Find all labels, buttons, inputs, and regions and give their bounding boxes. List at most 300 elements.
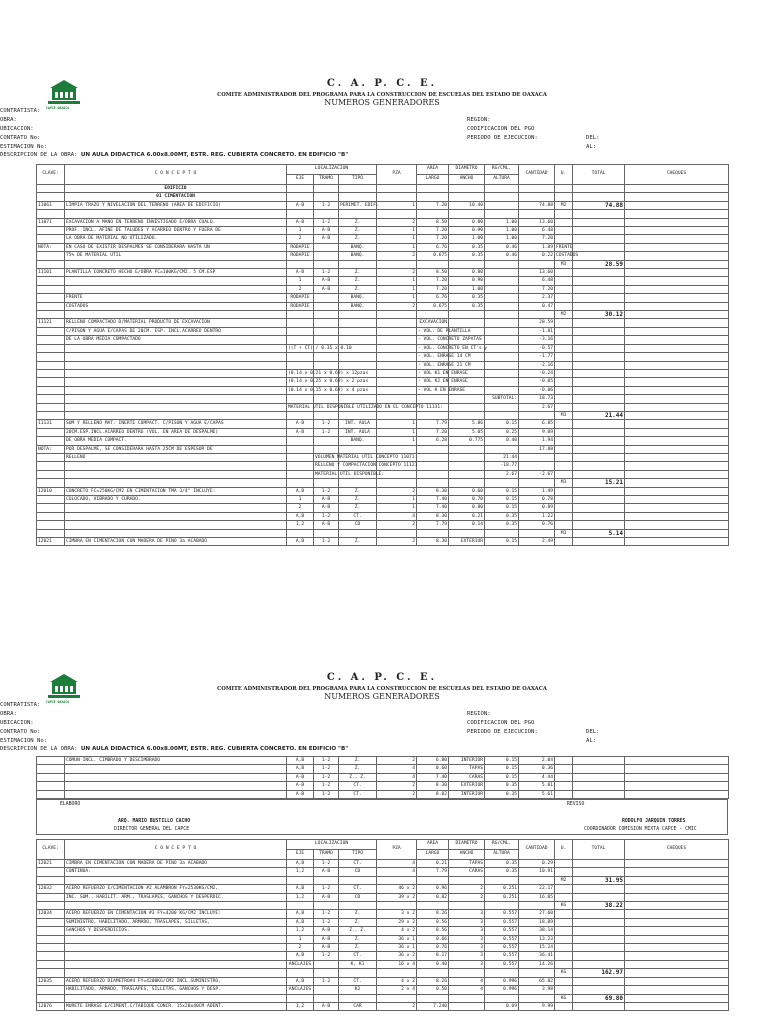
cell-altura: 0.557 [485, 935, 519, 943]
cell-cheques [625, 994, 729, 1002]
cell-cantidad: 0.47 [519, 302, 555, 310]
cell-cheques [625, 529, 729, 537]
cell-u [555, 193, 573, 201]
table-row [37, 285, 729, 293]
cell-tramo: 1-2 [314, 885, 339, 893]
cell-ancho: 3 [449, 935, 485, 943]
cell-total [573, 269, 625, 277]
cell-concepto: LIMPIA TRAZO Y NIVELACION DEL TERRENO (AREA DE EDIFICIO) [65, 201, 287, 209]
col-rg-2: RG/CML. [485, 840, 519, 850]
cell-concepto: RELLENO COMPACTADO D/MATERIAL PRODUCTO DE EXCAVACION [65, 319, 287, 327]
cell-u [555, 521, 573, 529]
cell-clave [37, 193, 65, 201]
cell-pza [377, 311, 417, 319]
cell-largo [417, 969, 449, 977]
cell-pza: 36 x 1 [377, 935, 417, 943]
cell-u [555, 327, 573, 335]
doc-title: NUMEROS GENERADORES [324, 98, 440, 107]
cell-concepto: PROF. INCL. AFINE DE TALUDES Y ACARREO DENTRO Y FUERA DE [65, 227, 287, 235]
cell-pza: 4 x 2 [377, 927, 417, 935]
cell-cheques [625, 353, 729, 361]
cell-altura [485, 479, 519, 487]
cell-eje: RODAPIE [287, 243, 314, 251]
cell-concepto [65, 353, 287, 361]
cell-largo: 7.20 [417, 201, 449, 209]
cell-cheques [625, 395, 729, 403]
cell-largo: 8.26 [417, 977, 449, 985]
cell-concepto [65, 403, 287, 411]
field-region: REGION: [467, 117, 491, 123]
cell-largo [417, 411, 449, 419]
cell-pza: 1 [377, 294, 417, 302]
cell-altura [485, 378, 519, 386]
cell-clave [37, 260, 65, 268]
cell-clave [37, 512, 65, 520]
cell-concepto [65, 361, 287, 369]
cell-eje [287, 336, 314, 344]
cell-clave: 11071 [37, 218, 65, 226]
cell-clave [37, 227, 65, 235]
cell-cantidad [519, 185, 555, 193]
cell-tipo: Z. [339, 285, 377, 293]
desc-label-2: DESCRIPCION DE LA OBRA: [0, 746, 78, 752]
cell-cheques [625, 893, 729, 901]
cell-eje [287, 470, 314, 478]
cell-eje: A,B [287, 977, 314, 985]
col-cheques-2: CHEQUES [625, 840, 729, 860]
cell-tipo: Z. [339, 487, 377, 495]
cell-tipo: Z. [339, 757, 377, 765]
cell-tipo: K, K1 [339, 960, 377, 968]
cell-largo: 7.79 [417, 868, 449, 876]
cell-concepto [65, 369, 287, 377]
cell-ancho: INTERIOR [449, 757, 485, 765]
cell-clave [37, 782, 65, 790]
cell-cantidad: 18.09 [519, 918, 555, 926]
cell-altura [485, 201, 519, 209]
cell-u [555, 294, 573, 302]
cell-clave: 11131 [37, 420, 65, 428]
cell-eje: A,B [287, 765, 314, 773]
cell-largo: 8.02 [417, 790, 449, 798]
cell-pza: 2 [377, 521, 417, 529]
cell-cantidad: 0.29 [519, 860, 555, 868]
cell-cantidad [519, 529, 555, 537]
cell-clave [37, 395, 65, 403]
field-estimacion: ESTIMACION No: [0, 144, 48, 150]
cell-cheques [625, 269, 729, 277]
cell-clave [37, 361, 65, 369]
cell-ancho: 0.775 [449, 437, 485, 445]
cell-altura: 0.557 [485, 918, 519, 926]
cell-tipo [339, 994, 377, 1002]
cell-clave [37, 757, 65, 765]
cell-largo: 0.675 [417, 302, 449, 310]
cell-u [555, 512, 573, 520]
cell-clave [37, 765, 65, 773]
cell-u [555, 453, 573, 461]
cell-eje: A-B [287, 782, 314, 790]
table-row [37, 910, 729, 918]
cell-u [555, 403, 573, 411]
cell-concepto: ACERO REFUERZO EN CIMENTACION #3 FY=4200 KG/CM2 INCLUYE: [65, 910, 287, 918]
cell-pza: 2 [377, 757, 417, 765]
cell-pza: 1 [377, 235, 417, 243]
cell-largo: 7.20 [417, 277, 449, 285]
cell-cheques [625, 935, 729, 943]
cell-clave: 11061 [37, 201, 65, 209]
col-cantidad-2: CANTIDAD [519, 840, 555, 860]
cell-pza: 2 [377, 782, 417, 790]
cell-cantidad: 5.61 [519, 790, 555, 798]
table-row [37, 269, 729, 277]
cell-tramo [314, 479, 339, 487]
cell-cheques [625, 944, 729, 952]
cell-concepto: INC. SUM., HABILIT. ARM., TRASLAPES, GANCHOS Y DESPERDIC. [65, 893, 287, 901]
cell-u [555, 960, 573, 968]
cell-concepto [65, 512, 287, 520]
cell-tramo [314, 994, 339, 1002]
cell-tramo: A-B [314, 935, 339, 943]
cell-clave [37, 235, 65, 243]
field-del-2: DEL: [586, 729, 600, 735]
cell-altura [485, 193, 519, 201]
cell-u [555, 782, 573, 790]
cell-concepto [65, 782, 287, 790]
cell-eje: A-B [287, 428, 314, 436]
table-row [37, 369, 729, 377]
cell-cantidad: 18.73 [519, 395, 555, 403]
cell-u: M3 [555, 529, 573, 537]
cell-concepto [65, 285, 287, 293]
cell-cantidad: 7.20 [519, 285, 555, 293]
cell-u [555, 910, 573, 918]
cell-ancho [449, 210, 485, 218]
cell-pza: 29 x 2 [377, 918, 417, 926]
col-total: TOTAL [573, 165, 625, 185]
cell-clave [37, 952, 65, 960]
cell-cantidad [519, 411, 555, 419]
cell-ancho: 0.90 [449, 277, 485, 285]
cell-concepto: C/PISON Y AGUA E/CAPAS DE 20CM. ESP. INCL.ACARREO DENTRO [65, 327, 287, 335]
cell-cheques [625, 437, 729, 445]
cell-ancho [449, 185, 485, 193]
cell-clave [37, 504, 65, 512]
cell-tipo: BANQ. [339, 302, 377, 310]
cell-eje: A-B [287, 218, 314, 226]
col-pza: PZA [377, 165, 417, 185]
cell-altura: 0.69 [485, 1002, 519, 1010]
cell-cheques [625, 470, 729, 478]
col-tipo-2: TIPO [339, 850, 377, 860]
cell-altura [485, 210, 519, 218]
cell-concepto: EDIFICIO [65, 185, 287, 193]
cell-tipo [339, 479, 377, 487]
cell-cheques [625, 977, 729, 985]
table-row [37, 277, 729, 285]
cell-largo: 0.675 [417, 252, 449, 260]
cell-altura: 1.00 [485, 235, 519, 243]
cell-eje [287, 411, 314, 419]
table-row [37, 462, 729, 470]
cell-pza [377, 994, 417, 1002]
cell-clave [37, 277, 65, 285]
cell-u [555, 977, 573, 985]
cell-cheques [625, 790, 729, 798]
cell-largo: 6.80 [417, 757, 449, 765]
cell-clave [37, 437, 65, 445]
cell-u [555, 437, 573, 445]
cell-ancho [449, 411, 485, 419]
cell-altura: 2.67 [485, 470, 519, 478]
cell-tramo: 1-2 [314, 218, 339, 226]
table-row [37, 977, 729, 985]
cell-tipo: Z. [339, 765, 377, 773]
cell-cheques [625, 479, 729, 487]
cell-total [573, 910, 625, 918]
cell-altura: 0.35 [485, 860, 519, 868]
cell-ancho: 4 [449, 986, 485, 994]
cell-largo: - VOL. CONCRETO EN CT's y [418, 345, 488, 351]
cell-tipo [339, 319, 377, 327]
cell-pza: 4 [377, 512, 417, 520]
cell-u [555, 336, 573, 344]
cell-concepto [65, 210, 287, 218]
cell-cantidad: -1.81 [519, 327, 555, 335]
cell-u: KG [555, 902, 573, 910]
cell-pza [377, 411, 417, 419]
cell-cheques [625, 927, 729, 935]
cell-tipo: Z. [339, 227, 377, 235]
field-contrato: CONTRATO No: [0, 135, 41, 141]
cell-ancho: 4 [449, 977, 485, 985]
cell-eje: A-B [287, 420, 314, 428]
cell-cantidad: 3.98 [519, 986, 555, 994]
cell-eje: RODAPIE [287, 302, 314, 310]
cell-cantidad [519, 311, 555, 319]
cell-pza: 16 x 4 [377, 960, 417, 968]
desc-value-2: UN AULA DIDACTICA 6.00x8.00MT, ESTR. REG. CUBIERTA CONCRETO. EN EDIFICIO "B" [80, 746, 349, 752]
cell-eje: 1 [287, 277, 314, 285]
cell-cantidad [519, 453, 555, 461]
cell-cheques [625, 868, 729, 876]
cell-pza: 1 [377, 437, 417, 445]
cell-tramo [314, 445, 339, 453]
cell-largo: 7.40 [417, 773, 449, 781]
cell-ancho [449, 470, 485, 478]
cell-eje: 1,2 [287, 868, 314, 876]
cell-cantidad: 2.37 [519, 294, 555, 302]
table-row [37, 521, 729, 529]
cell-tramo: A-B [314, 868, 339, 876]
cell-cheques [625, 311, 729, 319]
cell-cheques [625, 378, 729, 386]
cell-altura [485, 353, 519, 361]
cell-total [573, 294, 625, 302]
cell-ancho [449, 319, 485, 327]
cell-largo: 8.17 [417, 952, 449, 960]
cell-cantidad: 5.81 [519, 782, 555, 790]
cell-altura: 0.996 [485, 986, 519, 994]
cell-largo [417, 529, 449, 537]
cell-cantidad: 1.09 [519, 243, 555, 251]
cell-total [573, 344, 625, 352]
cell-pza [377, 378, 417, 386]
cell-eje: A-B [287, 201, 314, 209]
cell-clave [37, 986, 65, 994]
cell-concepto: EXCAVACION A MANO EN TERRENO INVESTIGADO E/OBRA CUALQ. [65, 218, 287, 226]
col-area-2: AREA [417, 840, 449, 850]
cell-cantidad: 17.88 [519, 445, 555, 453]
cell-tramo: A-B [314, 521, 339, 529]
cell-clave: 11101 [37, 269, 65, 277]
cell-cheques [625, 960, 729, 968]
cell-eje [287, 453, 314, 461]
cell-total [573, 893, 625, 901]
cell-concepto [65, 344, 287, 352]
cell-clave [37, 935, 65, 943]
cell-total [573, 944, 625, 952]
cell-concepto: COSTADOS [65, 302, 287, 310]
col-cantidad: CANTIDAD [519, 165, 555, 185]
cell-clave [37, 353, 65, 361]
cell-cheques [625, 782, 729, 790]
cell-total [573, 453, 625, 461]
cell-tipo: CT. [339, 512, 377, 520]
cell-concepto: FRENTE [65, 294, 287, 302]
cell-u [555, 378, 573, 386]
cell-altura: 0.557 [485, 944, 519, 952]
cell-cantidad: 10.91 [519, 868, 555, 876]
cell-tramo [314, 243, 339, 251]
cell-altura [485, 361, 519, 369]
cell-u [555, 504, 573, 512]
cell-pza [377, 876, 417, 884]
cell-total [573, 773, 625, 781]
cell-cheques [625, 765, 729, 773]
cell-pza [377, 369, 417, 377]
cell-ancho [449, 403, 485, 411]
sig-right-title: COORDINADOR COMISION MIXTA CAPCE - CMIC [584, 827, 697, 832]
table-row [37, 512, 729, 520]
table-row [37, 994, 729, 1002]
cell-clave [37, 311, 65, 319]
cell-clave: 11121 [37, 319, 65, 327]
cell-concepto: EN CASO DE EXISTIR DESPALMES SE CONSIDERARA HASTA UN [65, 243, 287, 251]
cell-cheques [625, 277, 729, 285]
cell-total [573, 757, 625, 765]
cell-pza: 2 [377, 487, 417, 495]
cell-u [555, 361, 573, 369]
cell-eje [287, 185, 314, 193]
cell-cantidad: 22.17 [519, 885, 555, 893]
cell-ancho: 0.90 [449, 227, 485, 235]
col-clave: CLAVE: [37, 165, 65, 185]
cell-largo: 8.30 [417, 512, 449, 520]
table-row [37, 193, 729, 201]
cell-largo: 0.82 [417, 893, 449, 901]
cell-ancho [449, 193, 485, 201]
cell-pza [377, 260, 417, 268]
cell-ancho [449, 462, 485, 470]
cell-pza [377, 902, 417, 910]
table-row [37, 935, 729, 943]
cell-largo: - VOL. ENRASE 14 CM [418, 354, 471, 360]
cell-altura: 0.15 [485, 773, 519, 781]
cell-clave [37, 790, 65, 798]
cell-clave [37, 529, 65, 537]
table-row [37, 428, 729, 436]
cell-total [573, 235, 625, 243]
table-row [37, 252, 729, 260]
cell-cheques [625, 885, 729, 893]
col-clave-2: CLAVE: [37, 840, 65, 860]
cell-pza: 1 [377, 243, 417, 251]
cell-altura: 0.35 [485, 512, 519, 520]
cell-tipo [339, 260, 377, 268]
cell-total [573, 462, 625, 470]
cell-total [573, 496, 625, 504]
cell-ancho: TAPAS [449, 860, 485, 868]
cell-clave [37, 868, 65, 876]
table-row [37, 868, 729, 876]
cell-tramo [314, 252, 339, 260]
cell-clave [37, 210, 65, 218]
cell-eje: A,B [287, 885, 314, 893]
cell-eje [287, 994, 314, 1002]
cell-clave [37, 344, 65, 352]
cell-clave [37, 876, 65, 884]
cell-cantidad [519, 876, 555, 884]
cell-pza: 2 [377, 302, 417, 310]
table-row [37, 790, 729, 798]
cell-tipo: Z. [339, 277, 377, 285]
cell-cheques [625, 910, 729, 918]
table-row [37, 395, 729, 403]
cell-total: 38.22 [573, 902, 625, 910]
table-row [37, 927, 729, 935]
cell-tipo: Z. [339, 504, 377, 512]
cell-ancho: 0.21 [449, 512, 485, 520]
col-rg: RG/CML. [485, 165, 519, 175]
col-tramo-2: TRAMO [314, 850, 339, 860]
cell-concepto [65, 952, 287, 960]
cell-largo: 0.21 [417, 860, 449, 868]
cell-concepto: GANCHOS Y DESPERDICIOS. [65, 927, 287, 935]
cell-cantidad: 16.05 [519, 893, 555, 901]
cell-clave: NOTA: [37, 243, 65, 251]
cell-tipo: CT. [339, 790, 377, 798]
cell-concepto [65, 386, 287, 394]
cell-concepto: RELLENO [65, 453, 287, 461]
cell-cantidad: 13.23 [519, 935, 555, 943]
cell-eje [287, 361, 314, 369]
cell-eje: 1,2 [287, 927, 314, 935]
cell-total [573, 927, 625, 935]
cell-eje: ANCLAJES [287, 960, 314, 968]
cell-tramo: 1-2 [314, 757, 339, 765]
cell-total [573, 935, 625, 943]
cell-ancho: 0.80 [449, 269, 485, 277]
cell-eje: RODAPIE [287, 294, 314, 302]
cell-total [573, 285, 625, 293]
cell-largo: - VOL. CONCRETO ZAPATAS [418, 337, 482, 343]
cell-eje [287, 437, 314, 445]
cell-altura: 0.251 [485, 885, 519, 893]
cell-eje: A,B [287, 910, 314, 918]
cell-total [573, 960, 625, 968]
cell-total: 28.59 [573, 260, 625, 268]
